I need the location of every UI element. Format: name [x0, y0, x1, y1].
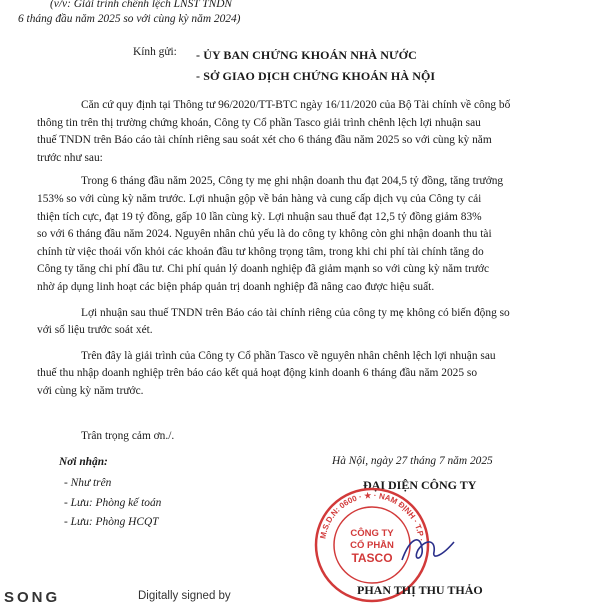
closing-line: Trân trọng cảm ơn./.: [81, 430, 175, 442]
seal-line-3: TASCO: [351, 551, 393, 565]
text-line: thuế thu nhập doanh nghiệp trên báo cáo kết quả hoạt động kinh doanh 6 tháng đầu năm 2025 so: [37, 367, 478, 380]
subject-line-2: 6 tháng đầu năm 2025 so với cùng kỳ năm 2024): [18, 13, 241, 25]
text-line: thông tin trên thị trường chứng khoán, Công ty Cổ phần Tasco giải trình chênh lệch lợi nhuận sau: [37, 116, 481, 129]
receivers-list: [64, 474, 161, 533]
text-line: với số liệu trước soát xét.: [37, 324, 153, 337]
paragraph-no-change: [37, 305, 585, 340]
text-line: thiện tích cực, đạt 19 tỷ đồng, gấp 10 lần cùng kỳ. Lợi nhuận sau thuế đạt 12,5 tỷ đồng giảm 83%: [37, 210, 482, 223]
letter-body: [37, 97, 585, 407]
text-line: Căn cứ quy định tại Thông tư 96/2020/TT-BTC ngày 16/11/2020 của Bộ Tài chính về công bố: [81, 99, 511, 111]
text-line: với cùng kỳ năm trước.: [37, 384, 144, 397]
place-date: Hà Nội, ngày 27 tháng 7 năm 2025: [332, 455, 493, 467]
paragraph-results: [37, 173, 585, 296]
footer-mark: SONG: [4, 589, 61, 606]
document-subject: [18, 0, 240, 27]
recipient-2: - SỞ GIAO DỊCH CHỨNG KHOÁN HÀ NỘI: [196, 69, 436, 83]
paragraph-summary: [37, 348, 585, 401]
text-line: Trong 6 tháng đầu năm 2025, Công ty mẹ ghi nhận doanh thu đạt 204,5 tỷ đồng, tăng trưởng: [81, 175, 504, 188]
text-line: trước như sau:: [37, 151, 103, 164]
greeting: Kính gửi:: [133, 46, 177, 58]
receivers-title: Nơi nhận:: [59, 456, 108, 468]
seal-line-1: CÔNG TY: [350, 528, 394, 539]
text-line: Công ty tăng chi phí đầu tư. Chi phí quản lý doanh nghiệp đã giảm mạnh so với cùng kỳ năm trước: [37, 263, 490, 276]
text-line: chính từ việc thoái vốn khỏi các khoản đầu tư không trọng tâm, trong khi chi phí tài chính tăng do: [37, 245, 484, 258]
representative-title: ĐẠI DIỆN CÔNG TY: [363, 478, 477, 492]
text-line: 153% so với cùng kỳ năm trước. Lợi nhuận gộp về bán hàng và cung cấp dịch vụ của Công ty cải: [37, 192, 482, 205]
paragraph-intro: [37, 97, 585, 167]
signature: [398, 530, 458, 568]
text-line: Lợi nhuận sau thuế TNDN trên Báo cáo tài chính riêng của công ty mẹ không có biến động so: [81, 306, 510, 319]
receiver-item: - Lưu: Phòng HCQT: [64, 513, 161, 533]
text-line: thuế TNDN trên Báo cáo tài chính riêng sau soát xét cho 6 tháng đầu năm 2025 so với cùng kỳ năm: [37, 134, 492, 147]
recipients: [196, 45, 435, 87]
receiver-item: - Lưu: Phòng kế toán: [64, 494, 161, 514]
svg-text:M.S.D.N: 0600 · ★ · NAM ĐỊNH ·: M.S.D.N: 0600 · ★ · NAM ĐỊNH · T.P ·: [318, 490, 426, 542]
text-line: nhờ áp dụng linh hoạt các biện pháp quản trị doanh nghiệp đã nâng cao được hiệu suất.: [37, 280, 435, 293]
digital-signature-note: Digitally signed by: [138, 590, 231, 602]
seal-line-2: CỔ PHẦN: [350, 540, 394, 551]
text-line: Trên đây là giải trình của Công ty Cổ phần Tasco về nguyên nhân chênh lệch lợi nhuận sau: [81, 349, 496, 362]
signer-name: PHAN THỊ THU THẢO: [357, 583, 483, 597]
subject-line-1: (v/v: Giải trình chênh lệch LNST TNDN: [50, 0, 233, 10]
receiver-item: - Như trên: [64, 474, 161, 494]
text-line: so với 6 tháng đầu năm 2024. Nguyên nhân chủ yếu là do công ty không còn ghi nhận doanh thu tài: [37, 228, 492, 241]
recipient-1: - ỦY BAN CHỨNG KHOÁN NHÀ NƯỚC: [196, 48, 417, 62]
